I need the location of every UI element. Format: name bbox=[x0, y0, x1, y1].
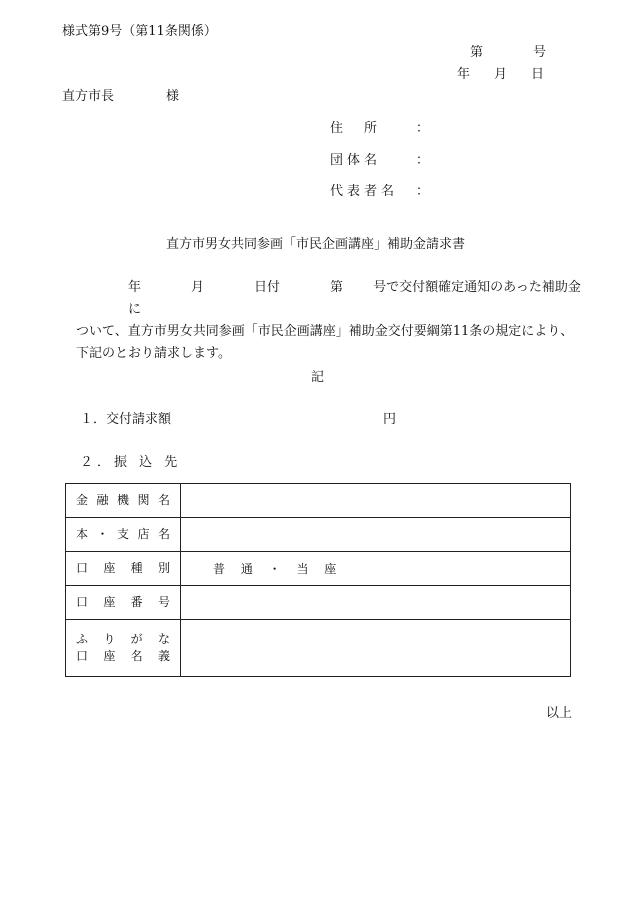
account-holder-label: ふ り が な 口 座 名 義 bbox=[66, 620, 181, 677]
form-number: 様式第9号（第11条関係） bbox=[62, 24, 217, 39]
applicant-group-label: 団体名 bbox=[330, 153, 382, 168]
branch-name-label: 本 ・ 支 店 名 bbox=[66, 518, 181, 552]
applicant-representative-row bbox=[330, 184, 429, 200]
applicant-address-row bbox=[330, 121, 429, 137]
applicant-representative-label: 代表者名 bbox=[330, 184, 399, 199]
body-month: 月 bbox=[191, 280, 205, 295]
table-row bbox=[66, 518, 571, 552]
item-request-amount bbox=[80, 412, 397, 428]
date-month: 月 bbox=[494, 67, 508, 82]
body-paragraph bbox=[76, 277, 588, 365]
body-day-dated: 日付 bbox=[254, 280, 281, 295]
body-line-1 bbox=[76, 277, 588, 321]
doc-number-prefix: 第 bbox=[470, 45, 484, 60]
account-holder-field[interactable] bbox=[181, 620, 571, 677]
addressee bbox=[62, 89, 179, 105]
table-row bbox=[66, 586, 571, 620]
document-number-line bbox=[470, 45, 546, 61]
item1-unit: 円 bbox=[383, 412, 397, 427]
bank-account-table bbox=[65, 483, 571, 677]
table-row bbox=[66, 484, 571, 518]
applicant-group-row bbox=[330, 153, 429, 169]
addressee-name: 直方市長 bbox=[62, 89, 115, 104]
account-type-label: 口 座 種 別 bbox=[66, 552, 181, 586]
body-number-prefix: 第 bbox=[330, 280, 344, 295]
date-day: 日 bbox=[531, 67, 545, 82]
date-line bbox=[457, 67, 544, 83]
item-transfer-destination: ２．振 込 先 bbox=[80, 455, 182, 470]
body-year: 年 bbox=[128, 280, 142, 295]
branch-name-field[interactable] bbox=[181, 518, 571, 552]
body-line-2: ついて、直方市男女共同参画「市民企画講座」補助金交付要綱第11条の規定により、 bbox=[76, 324, 574, 339]
body-line1-rest: 号で交付額確定通知のあった補助金に bbox=[128, 280, 581, 317]
colon: ： bbox=[416, 184, 430, 199]
colon: ： bbox=[416, 153, 430, 168]
account-type-options: 普 通 ・ 当 座 bbox=[213, 562, 343, 576]
addressee-honorific: 様 bbox=[166, 89, 180, 104]
body-line-3: 下記のとおり請求します。 bbox=[76, 346, 231, 361]
applicant-address-label: 住 所 bbox=[330, 121, 382, 136]
bank-name-field[interactable] bbox=[181, 484, 571, 518]
document-title: 直方市男女共同参画「市民企画講座」補助金請求書 bbox=[166, 237, 466, 252]
bank-name-label: 金 融 機 関 名 bbox=[66, 484, 181, 518]
item1-label: １．交付請求額 bbox=[80, 412, 172, 427]
table-row bbox=[66, 552, 571, 586]
closing-mark: 以上 bbox=[546, 706, 573, 721]
doc-number-suffix: 号 bbox=[533, 45, 547, 60]
ki-heading: 記 bbox=[311, 370, 325, 385]
date-year: 年 bbox=[457, 67, 471, 82]
table-row bbox=[66, 620, 571, 677]
account-number-field[interactable] bbox=[181, 586, 571, 620]
account-number-label: 口 座 番 号 bbox=[66, 586, 181, 620]
colon: ： bbox=[416, 121, 430, 136]
account-type-field[interactable] bbox=[181, 552, 571, 586]
